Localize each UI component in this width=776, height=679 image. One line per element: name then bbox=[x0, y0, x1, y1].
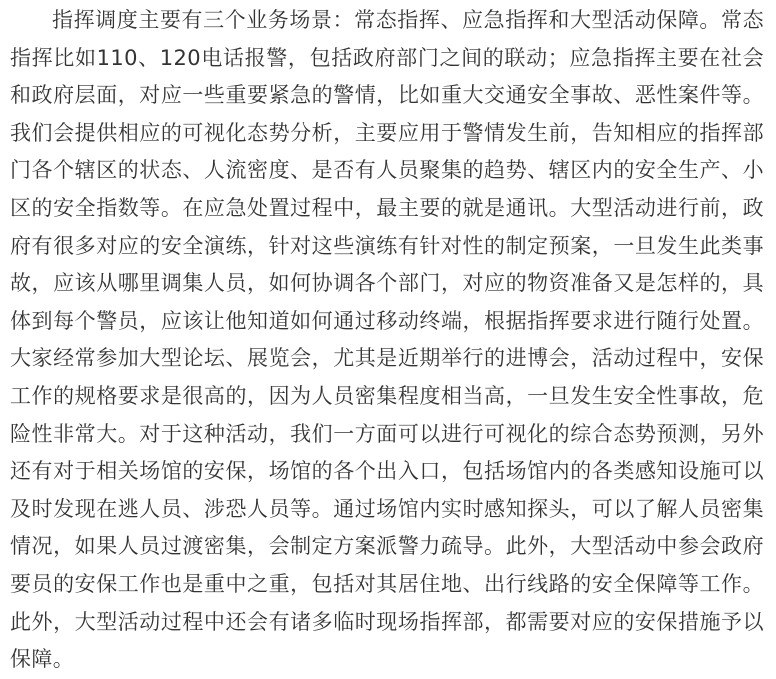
article-paragraph: 指挥调度主要有三个业务场景：常态指挥、应急指挥和大型活动保障。常态指挥比如110、120电话报警，包括政府部门之间的联动；应急指挥主要在社会和政府层面，对应一些重要紧急的警情，比如重大交通安全事故、恶性案件等。我们会提供相应的可视化态势分析，主要应用于警情发生前，告知相应的指挥部门各个辖区的状态、人流密度、是否有人员聚集的趋势、辖区内的安全生产、小区的安全指数等。在应急处置过程中，最主要的就是通讯。大型活动进行前，政府有很多对应的安全演练，针对这些演练有针对性的制定预案，一旦发生此类事故，应该从哪里调集人员，如何协调各个部门，对应的物资准备又是怎样的，具体到每个警员，应该让他知道如何通过移动终端，根据指挥要求进行随行处置。大家经常参加大型论坛、展览会，尤其是近期举行的进博会，活动过程中，安保工作的规格要求是很高的，因为人员密集程度相当高，一旦发生安全性事故，危险性非常大。对于这种活动，我们一方面可以进行可视化的综合态势预测，另外还有对于相关场馆的安保，场馆的各个出入口，包括场馆内的各类感知设施可以及时发现在逃人员、涉恐人员等。通过场馆内实时感知探头，可以了解人员密集情况，如果人员过渡密集，会制定方案派警力疏导。此外，大型活动中参会政府要员的安保工作也是重中之重，包括对其居住地、出行线路的安全保障等工作。此外，大型活动过程中还会有诸多临时现场指挥部，都需要对应的安保措施予以保障。 bbox=[10, 8, 764, 672]
article-body bbox=[10, 2, 764, 679]
